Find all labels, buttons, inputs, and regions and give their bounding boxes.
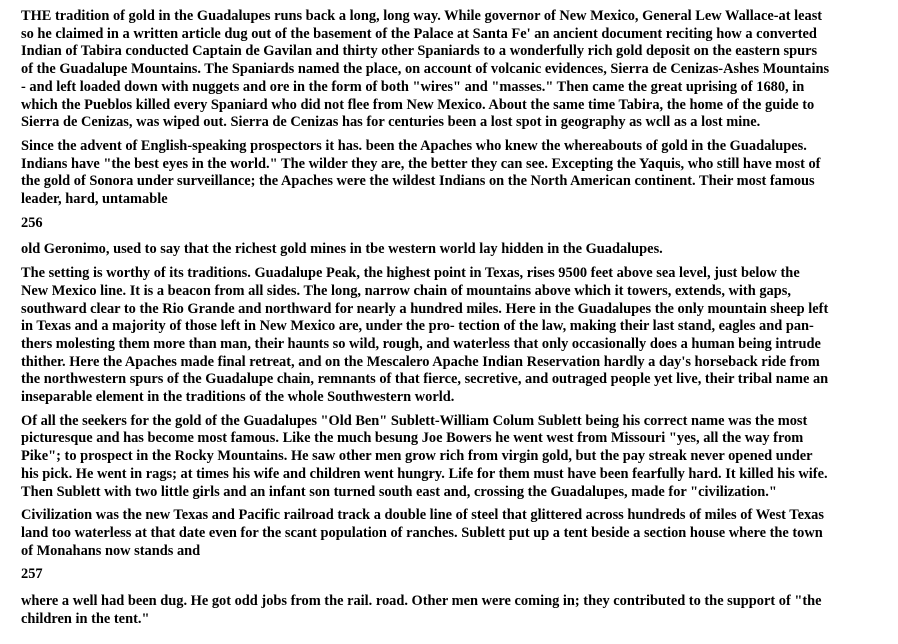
- text-line: of Monahans now stands and: [21, 542, 201, 559]
- text-line: which the Pueblos killed every Spaniard who did not flee from New Mexico. About the same time Tabira, the home of the guide to: [21, 96, 815, 113]
- text-line: picturesque and has become most famous. Like the much besung Joe Bowers he went west from Missouri "yes, all the way from: [21, 430, 804, 447]
- text-line: the gold of Sonora under surveillance; the Apaches were the wildest Indians on the North American continent. Their most famous: [21, 173, 815, 190]
- text-line: old Geronimo, used to say that the richest gold mines in tbe western world lay hidden in the Guadalupes.: [21, 241, 663, 258]
- paragraph: [21, 265, 884, 407]
- text-line: Civilization was the new Texas and Pacific railroad track a double line of steel that glittered across hundreds of miles of West Texas: [21, 507, 824, 524]
- text-line: Then Sublett with two little girls and an infant son turned south east and, crossing the Guadalupes, made for "civilization.": [21, 483, 777, 500]
- text-line: his pick. He went in rags; at times his wife and children went hungry. Life for them must have been fearfully hard. It killed his wife.: [21, 465, 828, 482]
- text-line: southward clear to the Rio Grande and northward for nearly a hundred miles. Here in the Guadalupes the only mountain sheep left: [21, 300, 829, 317]
- text-line: Pike"; to prospect in the Rocky Mountains. He saw other men grow rich from virgin gold, but the pay streak never opened under: [21, 448, 813, 465]
- text-line: New Mexico line. It is a beacon from all sides. The long, narrow chain of mountains above which it towers, extends, with gaps,: [21, 282, 791, 299]
- text-line: The setting is worthy of its traditions. Guadalupe Peak, the highest point in Texas, rises 9500 feet above sea level, just below the: [21, 265, 800, 282]
- text-line: the northwestern spurs of the Guadalupe chain, remnants of that fierce, secretive, and outraged people yet live, their tribal name an: [21, 371, 829, 388]
- text-line: Of all the seekers for the gold of the Guadalupes "Old Ben" Sublett-William Colum Sublett being his correct name was the most: [21, 412, 808, 429]
- text-line: Indians have "the best eyes in the world." The wilder they are, the better they can see. Excepting the Yaquis, who still have most of: [21, 155, 821, 172]
- text-line: leader, hard, untamable: [21, 191, 168, 208]
- paragraph: [21, 241, 884, 259]
- text-line: thither. Here the Apaches made final retreat, and on the Mescalero Apache Indian Reservation hardly a day's horseback ride from: [21, 353, 820, 370]
- text-line: - and left loaded down with nuggets and ore in the form of both "wires" and "masses." Then came the great uprising of 1680, in: [21, 78, 805, 95]
- paragraph: [21, 507, 884, 560]
- text-line: where a well had been dug. He got odd jobs from the rail. road. Other men were coming in; they contributed to the support of "the: [21, 593, 822, 610]
- paragraph: [21, 138, 884, 209]
- text-line: in Texas and a majority of those left in New Mexico are, under the pro- tection of the law, making their last stand, eagles and pan-: [21, 318, 814, 335]
- document-body: [21, 8, 884, 629]
- text-line: Sierra de Cenizas, was wiped out. Sierra de Cenizas has for centuries been a lost spot in geography as wcll as a lost mine.: [21, 114, 761, 131]
- text-line: THE tradition of gold in the Guadalupes runs back a long, long way. While governor of New Mexico, General Lew Wallace-at least: [21, 8, 823, 24]
- paragraph: [21, 413, 884, 502]
- page-number: 256: [21, 214, 43, 231]
- text-line: children in the tent.": [21, 610, 150, 627]
- page-number: 257: [21, 566, 43, 583]
- text-line: so he claimed in a written article dug out of the basement of the Palace at Santa Fe' an ancient document reciting how a converted: [21, 25, 817, 42]
- text-line: Since the advent of English-speaking prospectors it has. been the Apaches who knew the whereabouts of gold in the Guadalupes.: [21, 137, 807, 154]
- text-line: thers molesting them more than man, their haunts so wild, rough, and waterless that only occasionally does a human being intrude: [21, 335, 821, 352]
- paragraph: [21, 8, 884, 132]
- paragraph: [21, 593, 884, 628]
- text-line: land too waterless at that date even for the scant population of ranches. Sublett put up a tent beside a section house where the town: [21, 524, 823, 541]
- text-line: Indian of Tabira conducted Captain de Gavilan and thirty other Spaniards to a wonderfully rich gold deposit on the eastern spurs: [21, 43, 818, 60]
- text-line: of the Guadalupe Mountains. The Spaniards named the place, on account of volcanic evidences, Sierra de Cenizas-Ashes Mountains: [21, 61, 830, 78]
- text-line: inseparable element in the traditions of the whole Southwestern world.: [21, 389, 455, 406]
